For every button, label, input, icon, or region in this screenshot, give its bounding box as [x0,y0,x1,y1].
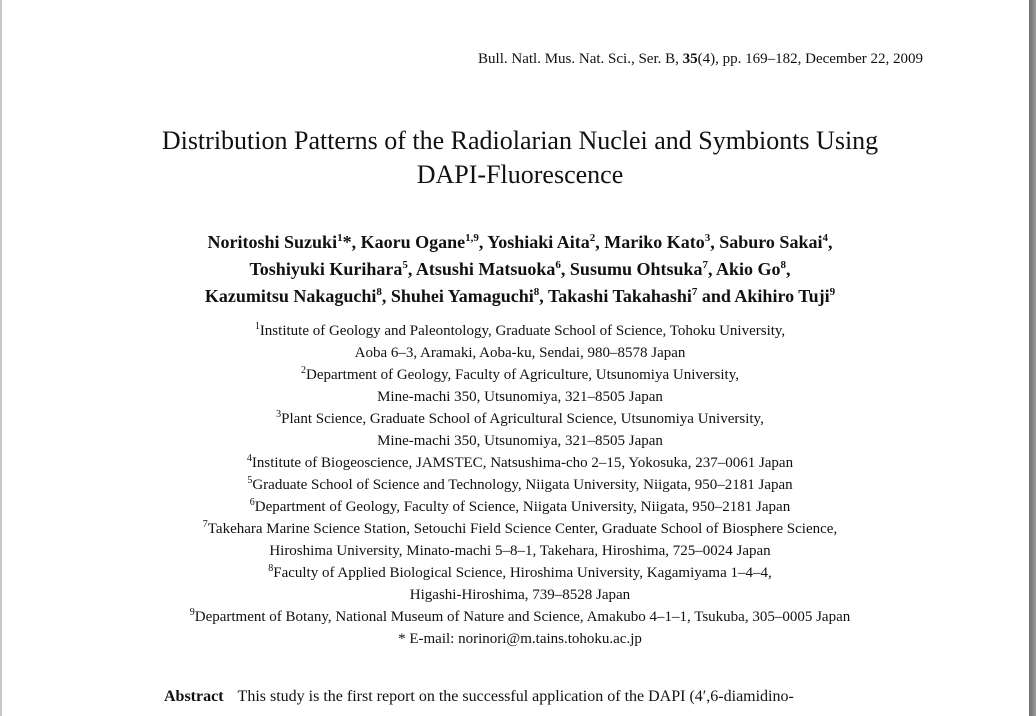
author-name: Saburo Sakai [719,232,823,252]
author-line [2,229,1029,256]
affiliation-text: Institute of Geology and Paleontology, Graduate School of Science, Tohoku University, [259,323,786,339]
author-affiliation-marker: 8 [533,286,540,298]
affiliation-text: Plant Science, Graduate School of Agricultural Science, Utsunomiya University, [281,411,764,427]
author-name: Susumu Ohtsuka [569,259,703,279]
affiliation-number: 4 [246,453,252,464]
author-separator: , [786,259,791,279]
author-affiliation-marker: 7 [702,259,708,271]
affiliation-line [2,606,1029,628]
title-line-2: DAPI-Fluorescence [416,160,624,189]
author-name: Noritoshi Suzuki [207,232,338,252]
affiliation-text: Department of Geology, Faculty of Agriculture, Utsunomiya University, [306,367,739,383]
affiliation-text: Institute of Biogeoscience, JAMSTEC, Natsushima-cho 2–15, Yokosuka, 237–0061 Japan [251,455,794,471]
author-affiliation-marker: 3 [704,232,711,244]
author-separator: , [381,286,391,306]
author-line [2,256,1029,283]
author-separator: , [560,259,570,279]
viewer-background-edge [1029,0,1036,716]
affiliation-text: Mine-machi 350, Utsunomiya, 321–8505 Japan [377,389,663,405]
affiliation-text: Takehara Marine Science Station, Setouchi Field Science Center, Graduate School of Biosphere Science, [207,521,838,537]
affiliation-line [2,452,1029,474]
author-name: Akihiro Tuji [734,286,830,306]
affiliation-number: 6 [249,497,255,508]
affiliation-text: Higashi-Hiroshima, 739–8528 Japan [409,587,631,603]
author-separator: , [710,232,720,252]
citation-volume: 35 [682,51,698,67]
author-separator: , [827,232,833,252]
affiliation-line [2,386,1029,408]
affiliation-number: 7 [202,519,208,530]
abstract-label: Abstract [164,688,224,705]
affiliation-number: 8 [268,563,274,574]
affiliation-line [2,342,1029,364]
author-affiliation-marker: 2 [589,232,596,244]
abstract [164,686,904,708]
author-affiliation-marker: 7 [691,286,698,298]
citation-issue-pages-date: (4), pp. 169–182, December 22, 2009 [697,51,923,67]
author-affiliation-marker: 1 [337,232,343,244]
affiliation-number: 5 [247,475,253,486]
author-name: Mariko Kato [604,232,705,252]
affiliation-line [2,584,1029,606]
abstract-text: This study is the first report on the successful application of the DAPI (4′,6-diamidino- [237,688,794,705]
affiliation-list [2,320,1029,650]
citation-journal: Bull. Natl. Mus. Nat. Sci., Ser. B, [478,51,683,67]
author-affiliation-marker: 8 [780,259,787,271]
author-separator: *, [342,232,361,252]
affiliation-line [2,540,1029,562]
affiliation-text: Hiroshima University, Minato-machi 5–8–1, Takehara, Hiroshima, 725–0024 Japan [269,543,771,559]
affiliation-line [2,408,1029,430]
author-affiliation-marker: 6 [555,259,561,271]
author-line [2,283,1029,310]
journal-citation [478,51,923,68]
affiliation-line [2,474,1029,496]
affiliation-text: Aoba 6–3, Aramaki, Aoba-ku, Sendai, 980–8578 Japan [354,345,686,361]
affiliation-line [2,430,1029,452]
affiliation-number: 2 [301,365,307,376]
affiliation-number: 3 [276,409,282,420]
affiliation-line [2,518,1029,540]
author-affiliation-marker: 4 [822,232,828,244]
affiliation-text: Faculty of Applied Biological Science, Hiroshima University, Kagamiyama 1–4–4, [273,565,772,581]
affiliation-line [2,320,1029,342]
affiliation-line [2,496,1029,518]
affiliation-text: Department of Botany, National Museum of Nature and Science, Amakubo 4–1–1, Tsukuba, 305–0005 Japan [194,609,851,625]
affiliation-text: Department of Geology, Faculty of Science, Niigata University, Niigata, 950–2181 Japan [254,499,791,515]
author-separator: and [697,286,735,306]
author-name: Atsushi Matsuoka [415,259,556,279]
author-affiliation-marker: 9 [829,286,836,298]
affiliation-text: Graduate School of Science and Technology, Niigata University, Niigata, 950–2181 Japan [252,477,793,493]
author-name: Kazumitsu Nakaguchi [204,286,377,306]
author-name: Akio Go [716,259,781,279]
author-name: Kaoru Ogane [360,232,466,252]
author-name: Takashi Takahashi [547,286,692,306]
author-separator: , [595,232,605,252]
author-name: Yoshiaki Aita [487,232,590,252]
author-list [2,229,1029,310]
author-separator: , [407,259,416,279]
paper-title [2,124,1029,192]
author-affiliation-marker: 1,9 [465,232,479,244]
affiliation-text: Mine-machi 350, Utsunomiya, 321–8505 Japan [377,433,663,449]
author-name: Shuhei Yamaguchi [390,286,534,306]
author-affiliation-marker: 8 [376,286,382,298]
affiliation-number: 9 [189,607,195,618]
corresponding-email: * E-mail: norinori@m.tains.tohoku.ac.jp [398,631,642,647]
author-separator: , [539,286,548,306]
author-separator: , [708,259,717,279]
author-separator: , [478,232,488,252]
affiliation-line [2,364,1029,386]
author-affiliation-marker: 5 [402,259,408,271]
title-line-1: Distribution Patterns of the Radiolarian Nuclei and Symbionts Using [161,126,879,155]
affiliation-number: 1 [254,321,260,332]
author-name: Toshiyuki Kurihara [249,259,403,279]
affiliation-line [2,562,1029,584]
